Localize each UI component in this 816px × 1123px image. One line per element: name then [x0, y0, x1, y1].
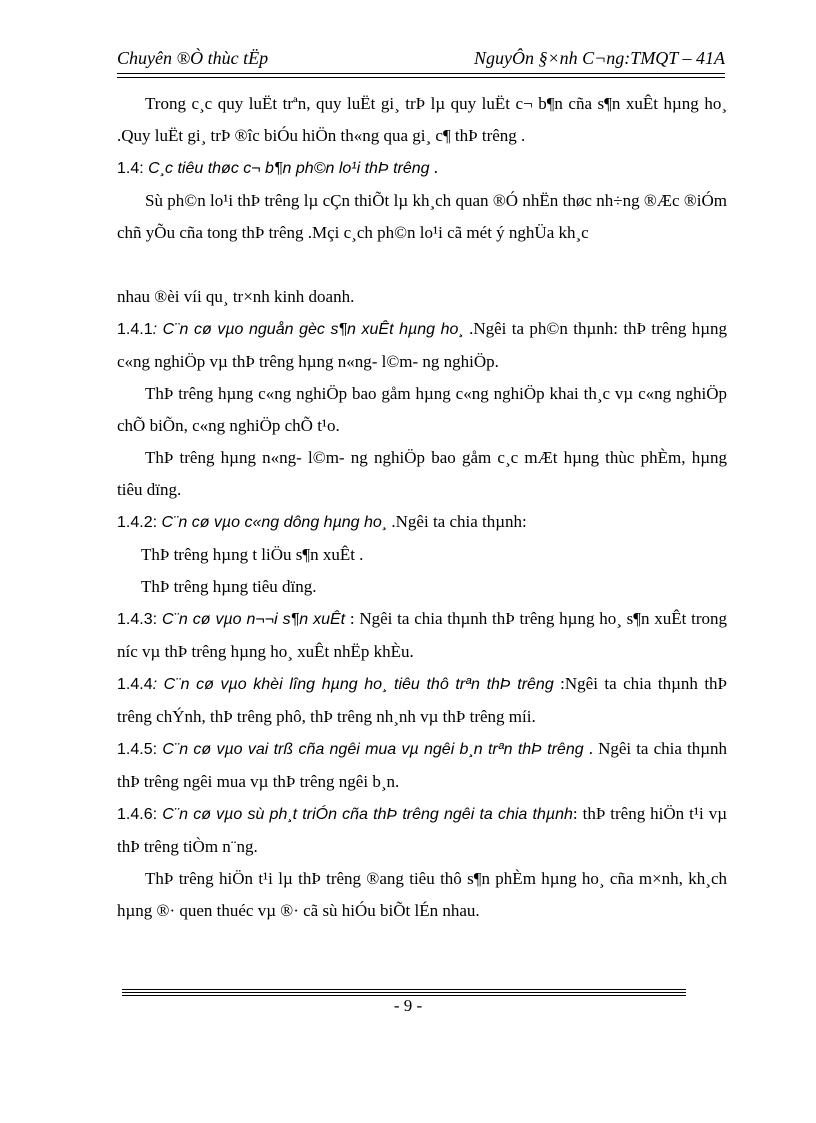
paragraph: Trong c¸c quy luËt trªn, quy luËt gi¸ trÞ lµ quy luËt c¬ b¶n cña s¶n xuÊt hµng ho¸ .Quy luËt gi¸ trÞ ®îc biÓu hiÖn th«ng qua gi¸ c¶ thÞ trêng . — [117, 94, 727, 145]
page-number: - 9 - — [393, 996, 423, 1015]
section-heading: 1.4.4: C¨n cø vµo khèi lîng hµng ho¸ tiêu thô trªn thÞ trêng :Ngêi ta chia thµnh thÞ trêng chÝnh, thÞ trêng phô, thÞ trêng nh¸nh vµ thÞ trêng míi. — [117, 674, 728, 726]
section-heading: 1.4.5: C¨n cø vµo vai trß cña ngêi mua vµ ngêi b¸n trªn thÞ trêng . Ngêi ta chia thµnh thÞ trêng ngêi mua vµ thÞ trêng ngêi b¸n. — [117, 739, 727, 791]
paragraph: ThÞ trêng hµng c«ng nghiÖp bao gåm hµng c«ng nghiÖp khai th¸c vµ c«ng nghiÖp chÕ biÕn, c«ng nghiÖp chÕ t¹o. — [117, 384, 727, 435]
header-author: NguyÔn §×nh C¬ng:TMQT – 41A — [474, 48, 725, 68]
page-header — [117, 42, 725, 72]
blank-line — [117, 249, 727, 281]
section-heading: 1.4.2: C¨n cø vµo c«ng dông hµng ho¸ .Ngêi ta chia thµnh: — [117, 512, 527, 531]
list-item: ThÞ trêng hµng t liÖu s¶n xuÊt . — [141, 545, 364, 564]
document-body — [117, 88, 727, 927]
paragraph: Sù ph©n lo¹i thÞ trêng lµ cÇn thiÕt lµ kh¸ch quan ®Ó nhËn thøc nh÷ng ®Æc ®iÓm chñ yÕu cña tong thÞ trêng .Mçi c¸ch ph©n lo¹i cã mét ý nghÜa kh¸c — [117, 191, 727, 242]
section-heading: 1.4.1: C¨n cø vµo nguån gèc s¶n xuÊt hµng ho¸ .Ngêi ta ph©n thµnh: thÞ trêng hµng c«ng nghiÖp vµ thÞ trêng hµng n«ng- l©m- ng nghiÖp. — [117, 319, 727, 371]
paragraph: ThÞ trêng hiÖn t¹i lµ thÞ trêng ®ang tiêu thô s¶n phÈm hµng ho¸ cña m×nh, kh¸ch hµng ®· quen thuéc vµ ®· cã sù hiÓu biÕt lÉn nhau. — [117, 869, 727, 920]
section-heading: 1.4.6: C¨n cø vµo sù ph¸t triÓn cña thÞ trêng ngêi ta chia thµnh: thÞ trêng hiÖn t¹i vµ thÞ trêng tiÒm n¨ng. — [117, 804, 728, 856]
section-heading: 1.4: C¸c tiêu thøc c¬ b¶n ph©n lo¹i thÞ trêng . — [117, 158, 439, 177]
footer-rule — [122, 989, 686, 996]
paragraph: ThÞ trêng hµng n«ng- l©m- ng nghiÖp bao gåm c¸c mÆt hµng thùc phÈm, hµng tiêu dïng. — [117, 448, 727, 499]
list-item: ThÞ trêng hµng tiêu dïng. — [141, 577, 317, 596]
header-title: Chuyên ®Ò thùc tËp — [117, 48, 269, 68]
header-rule — [117, 73, 725, 78]
section-heading: 1.4.3: C¨n cø vµo n¬¬i s¶n xuÊt : Ngêi ta chia thµnh thÞ trêng hµng ho¸ s¶n xuÊt trong níc vµ thÞ trêng hµng ho¸ xuÊt nhËp khÈu. — [117, 609, 727, 661]
paragraph: nhau ®èi víi qu¸ tr×nh kinh doanh. — [117, 287, 355, 306]
